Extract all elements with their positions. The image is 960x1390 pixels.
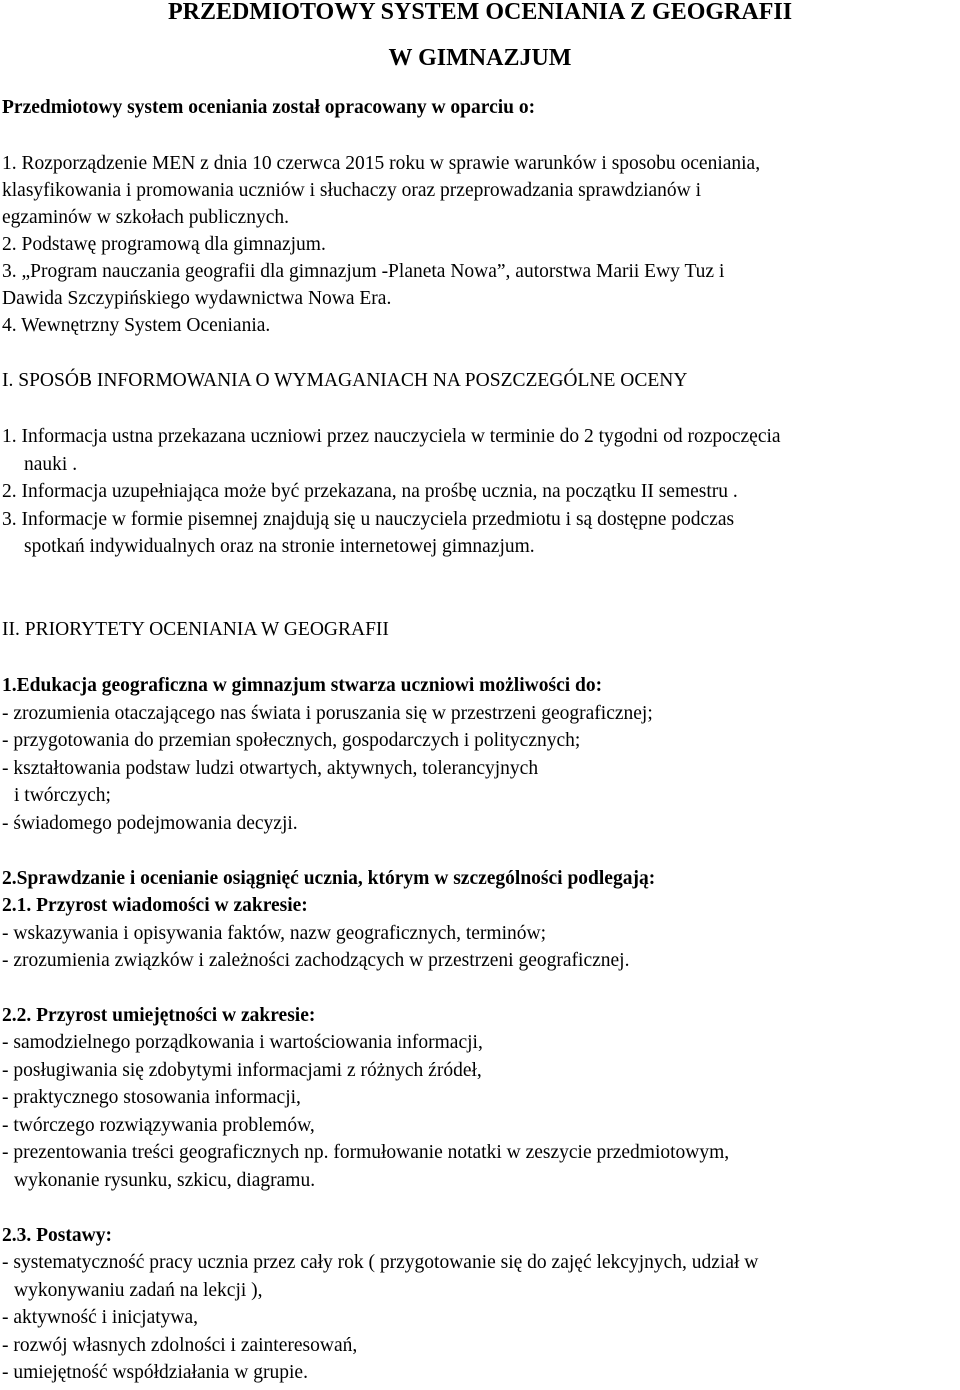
sub23-bullet-4: - umiejętność współdziałania w grupie. bbox=[2, 1362, 308, 1383]
sub23-bullet-3: - rozwój własnych zdolności i zainteresowań, bbox=[2, 1335, 358, 1356]
sub22-bullet-3: - praktycznego stosowania informacji, bbox=[2, 1087, 301, 1108]
intro-item-1-line-3: egzaminów w szkołach publicznych. bbox=[2, 207, 289, 228]
sub22-bullet-5-line-2: wykonanie rysunku, szkicu, diagramu. bbox=[14, 1170, 316, 1191]
section1-item-3-line-1: 3. Informacje w formie pisemnej znajdują się u nauczyciela przedmiotu i są dostępne podczas bbox=[2, 509, 735, 530]
section1-heading: I. SPOSÓB INFORMOWANIA O WYMAGANIACH NA POSZCZEGÓLNE OCENY bbox=[2, 370, 688, 391]
sub23-bullet-2: - aktywność i inicjatywa, bbox=[2, 1307, 199, 1328]
sub21-bullet-2: - zrozumienia związków i zależności zachodzących w przestrzeni geograficznej. bbox=[2, 950, 630, 971]
sub22-bullet-4: - twórczego rozwiązywania problemów, bbox=[2, 1115, 315, 1136]
section2-sub2-heading: 2.Sprawdzanie i ocenianie osiągnięć ucznia, którym w szczególności podlegają: bbox=[2, 868, 656, 889]
section1-item-2: 2. Informacja uzupełniająca może być przekazana, na prośbę ucznia, na początku II semestru . bbox=[2, 481, 738, 502]
document-title-line2: W GIMNAZJUM bbox=[388, 45, 572, 71]
sub22-heading: 2.2. Przyrost umiejętności w zakresie: bbox=[2, 1005, 316, 1026]
intro-item-3-line-1: 3. „Program nauczania geografii dla gimnazjum -Planeta Nowa”, autorstwa Marii Ewy Tuz i bbox=[2, 261, 725, 282]
sub23-bullet-1-line-1: - systematyczność pracy ucznia przez cały rok ( przygotowanie się do zajęć lekcyjnych, udział w bbox=[2, 1252, 759, 1273]
sub1-bullet-3-line-1: - kształtowania podstaw ludzi otwartych, aktywnych, tolerancyjnych bbox=[2, 758, 539, 779]
sub22-bullet-2: - posługiwania się zdobytymi informacjami z różnych źródeł, bbox=[2, 1060, 482, 1081]
section2-sub1-heading: 1.Edukacja geograficzna w gimnazjum stwarza uczniowi możliwości do: bbox=[2, 675, 603, 696]
sub1-bullet-3-line-2: i twórczych; bbox=[14, 785, 111, 806]
intro-item-2: 2. Podstawę programową dla gimnazjum. bbox=[2, 234, 326, 255]
sub23-bullet-1-line-2: wykonywaniu zadań na lekcji ), bbox=[14, 1280, 263, 1301]
sub1-bullet-4: - świadomego podejmowania decyzji. bbox=[2, 813, 298, 834]
intro-item-1-line-2: klasyfikowania i promowania uczniów i słuchaczy oraz przeprowadzania sprawdzianów i bbox=[2, 180, 702, 201]
sub21-heading: 2.1. Przyrost wiadomości w zakresie: bbox=[2, 895, 308, 916]
sub22-bullet-5-line-1: - prezentowania treści geograficznych np. formułowanie notatki w zeszycie przedmiotowym, bbox=[2, 1142, 730, 1163]
sub23-heading: 2.3. Postawy: bbox=[2, 1225, 112, 1246]
intro-item-1-line-1: 1. Rozporządzenie MEN z dnia 10 czerwca 2015 roku w sprawie warunków i sposobu oceniania, bbox=[2, 153, 761, 174]
section1-item-1-line-1: 1. Informacja ustna przekazana uczniowi przez nauczyciela w terminie do 2 tygodni od rozpoczęcia bbox=[2, 426, 781, 447]
sub1-bullet-1: - zrozumienia otaczającego nas świata i poruszania się w przestrzeni geograficznej; bbox=[2, 703, 653, 724]
document-title-line1: PRZEDMIOTOWY SYSTEM OCENIANIA Z GEOGRAFII bbox=[167, 0, 793, 25]
intro-item-3-line-2: Dawida Szczypińskiego wydawnictwa Nowa Era. bbox=[2, 288, 392, 309]
sub1-bullet-2: - przygotowania do przemian społecznych, gospodarczych i politycznych; bbox=[2, 730, 581, 751]
section2-heading: II. PRIORYTETY OCENIANIA W GEOGRAFII bbox=[2, 619, 389, 640]
intro-heading: Przedmiotowy system oceniania został opracowany w oparciu o: bbox=[2, 97, 536, 118]
sub22-bullet-1: - samodzielnego porządkowania i wartościowania informacji, bbox=[2, 1032, 483, 1053]
sub21-bullet-1: - wskazywania i opisywania faktów, nazw geograficznych, terminów; bbox=[2, 923, 547, 944]
section1-item-1-line-2: nauki . bbox=[24, 454, 78, 475]
intro-item-4: 4. Wewnętrzny System Oceniania. bbox=[2, 315, 271, 336]
section1-item-3-line-2: spotkań indywidualnych oraz na stronie internetowej gimnazjum. bbox=[24, 536, 535, 557]
